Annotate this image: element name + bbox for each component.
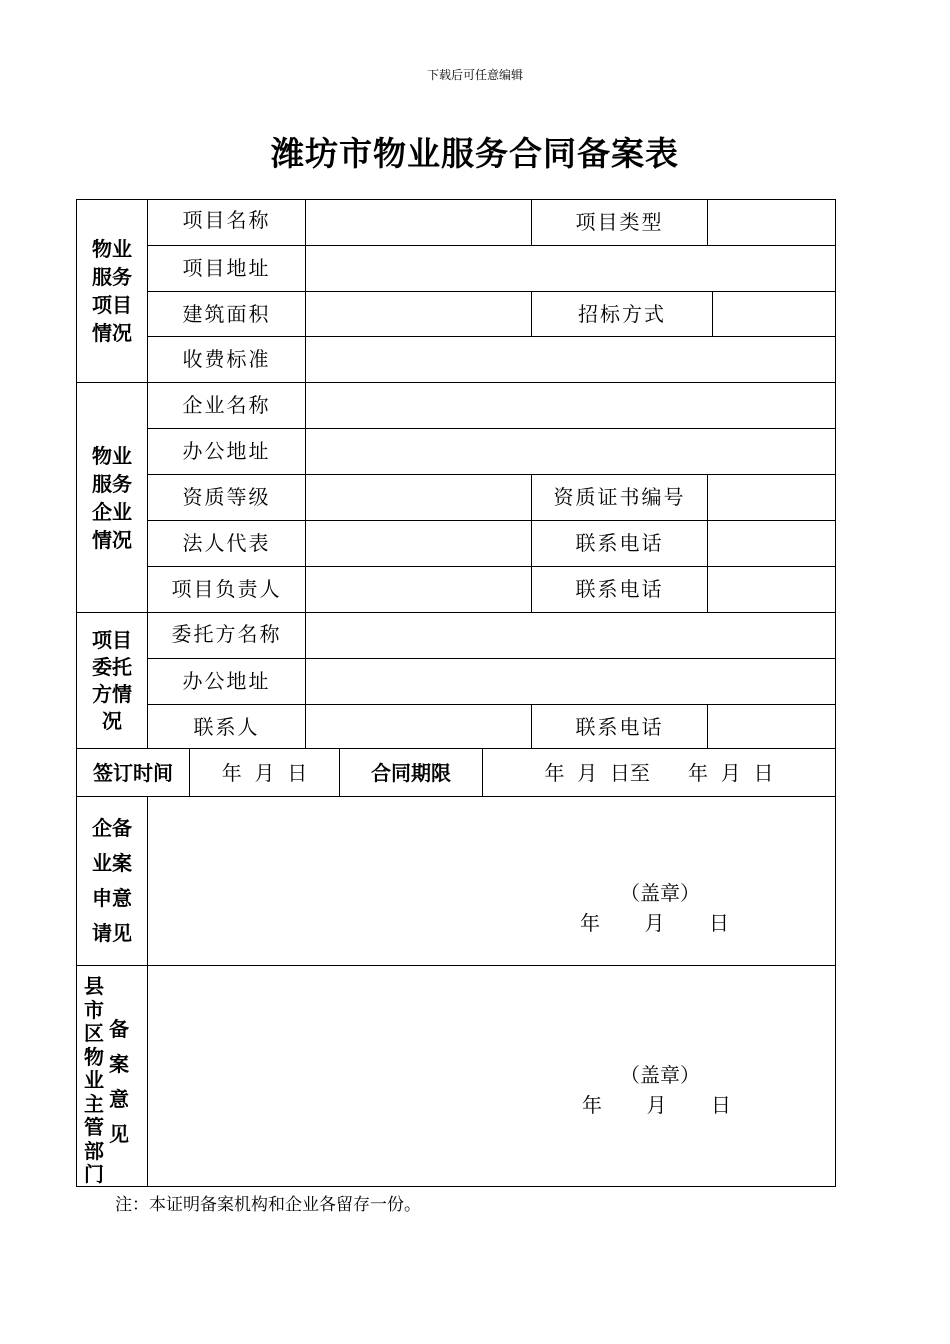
field-sign-date[interactable]: 年 月 日 (221, 760, 308, 785)
label-contract-term: 合同期限 (371, 760, 451, 785)
footnote: 注：本证明备案机构和企业各留存一份。 (115, 1195, 421, 1215)
section-heading-company-opinion: 企备 业案 申意 请见 (92, 816, 132, 945)
page-title: 潍坊市物业服务合同备案表 (271, 134, 679, 173)
field-project-type[interactable] (708, 200, 835, 245)
field-project-name[interactable] (306, 200, 531, 245)
section-heading-entrust: 项目 委托 方情 况 (92, 627, 132, 733)
field-legal-rep[interactable] (306, 521, 531, 566)
authority-opinion-date: 年 月 日 (582, 1093, 732, 1117)
label-project-manager: 项目负责人 (171, 576, 282, 601)
section-heading-authority-opinion: 备案意见 (109, 1017, 129, 1146)
label-sign-date: 签订时间 (93, 760, 173, 785)
section-heading-company: 物业 服务 企业 情况 (92, 443, 132, 552)
field-client-name[interactable] (306, 613, 835, 658)
field-building-area[interactable] (306, 292, 531, 336)
label-phone-legal: 联系电话 (575, 531, 664, 555)
field-fee-standard[interactable] (306, 337, 835, 382)
field-company-office[interactable] (306, 429, 835, 474)
field-bidding-method[interactable] (713, 292, 835, 336)
field-client-phone[interactable] (708, 705, 835, 748)
field-phone-manager[interactable] (708, 567, 835, 612)
label-project-type: 项目类型 (575, 210, 664, 234)
label-cert-number: 资质证书编号 (553, 484, 686, 509)
section-heading-project: 物业 服务 项目 情况 (92, 237, 132, 345)
authority-seal-label: （盖章） (620, 1063, 700, 1087)
field-qualification[interactable] (306, 475, 531, 520)
company-opinion-area[interactable] (148, 797, 835, 965)
field-phone-legal[interactable] (708, 521, 835, 566)
field-project-address[interactable] (306, 246, 835, 291)
label-client-phone: 联系电话 (575, 715, 664, 739)
field-client-office[interactable] (306, 659, 835, 704)
label-company-name: 企业名称 (182, 392, 271, 417)
authority-opinion-area[interactable] (148, 966, 835, 1186)
company-opinion-date: 年 月 日 (580, 911, 730, 935)
section-heading-authority: 县市区物业主管部门 (84, 974, 104, 1186)
field-cert-number[interactable] (708, 475, 835, 520)
label-building-area: 建筑面积 (182, 301, 271, 326)
label-client-office: 办公地址 (182, 669, 271, 693)
field-contract-term[interactable]: 年 月 日至 年 月 日 (544, 760, 774, 785)
label-phone-manager: 联系电话 (575, 576, 664, 601)
label-company-office: 办公地址 (182, 439, 271, 463)
header-note: 下载后可任意编辑 (426, 68, 523, 82)
label-fee-standard: 收费标准 (182, 347, 271, 371)
label-project-name: 项目名称 (182, 208, 271, 232)
company-seal-label: （盖章） (620, 881, 700, 905)
label-qualification: 资质等级 (182, 484, 271, 509)
field-project-manager[interactable] (306, 567, 531, 612)
label-project-address: 项目地址 (182, 256, 271, 280)
label-bidding-method: 招标方式 (578, 301, 666, 326)
field-company-name[interactable] (306, 383, 835, 428)
label-legal-rep: 法人代表 (182, 531, 271, 555)
label-client-name: 委托方名称 (171, 622, 282, 646)
field-client-contact[interactable] (306, 705, 531, 748)
label-client-contact: 联系人 (193, 715, 260, 739)
